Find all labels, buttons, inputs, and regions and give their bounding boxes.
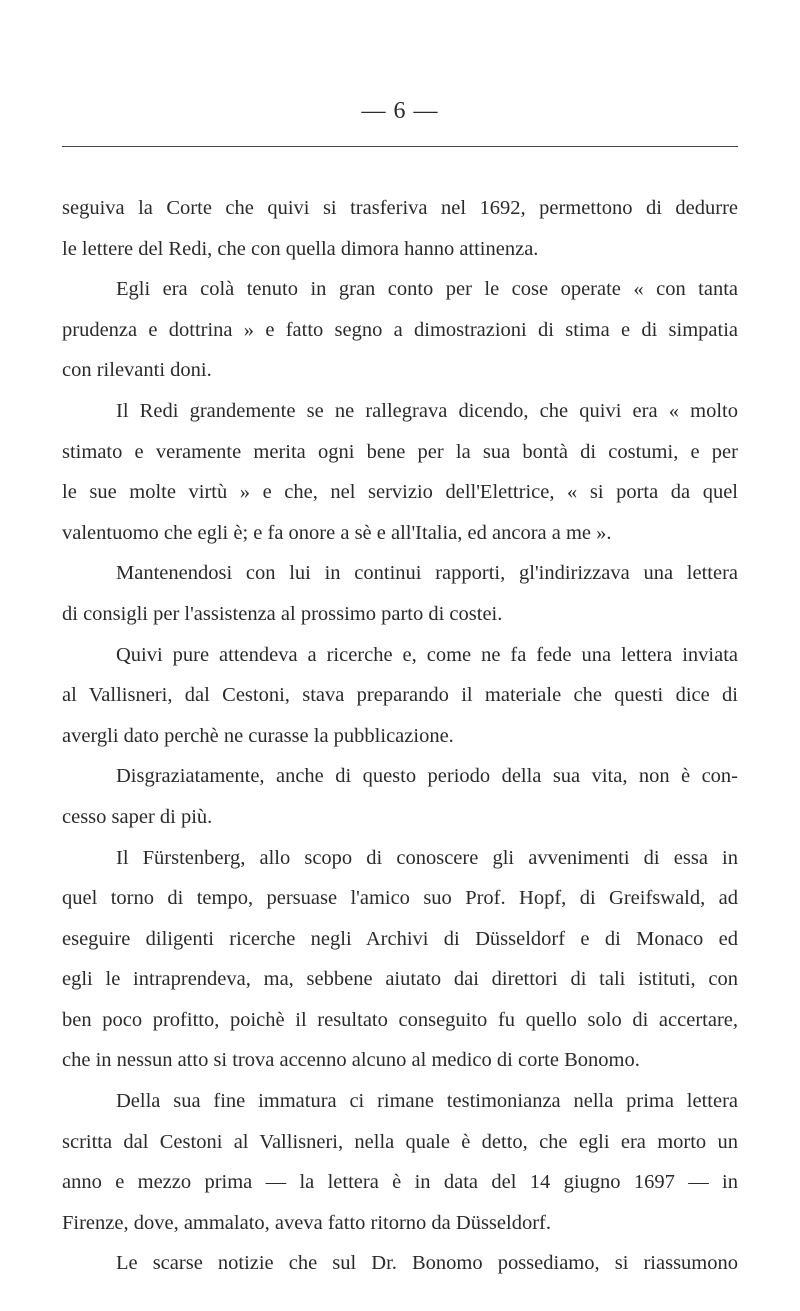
text-line: egli le intraprendeva, ma, sebbene aiutato dai direttori di tali istituti, con [62,968,738,991]
text-line: prudenza e dottrina » e fatto segno a dimostrazioni di stima e di simpatia [62,318,738,341]
header-rule [62,146,738,147]
text-line: avergli dato perchè ne curasse la pubblicazione. [62,724,454,747]
text-line: ben poco profitto, poichè il resultato conseguito fu quello solo di accertare, [62,1008,738,1031]
text-line: Le scarse notizie che sul Dr. Bonomo possediamo, si riassumono [116,1252,738,1275]
text-line: Disgraziatamente, anche di questo periodo della sua vita, non è con- [116,765,738,788]
text-line: le lettere del Redi, che con quella dimora hanno attinenza. [62,237,539,260]
page-number: — 6 — [361,98,439,124]
text-line: Mantenendosi con lui in continui rapporti, gl'indirizzava una lettera [116,562,738,585]
text-line: stimato e veramente merita ogni bene per la sua bontà di costumi, e per [62,440,738,463]
text-line: le sue molte virtù » e che, nel servizio dell'Elettrice, « si porta da quel [62,481,738,504]
text-line: eseguire diligenti ricerche negli Archivi di Düsseldorf e di Monaco ed [62,927,738,950]
text-line: di consigli per l'assistenza al prossimo parto di costei. [62,602,503,625]
text-line: Egli era colà tenuto in gran conto per le cose operate « con tanta [116,278,738,301]
text-line: scritta dal Cestoni al Vallisneri, nella quale è detto, che egli era morto un [62,1130,738,1153]
text-line: con rilevanti doni. [62,359,212,382]
text-line: Il Fürstenberg, allo scopo di conoscere gli avvenimenti di essa in [116,846,738,869]
text-line: Il Redi grandemente se ne rallegrava dicendo, che quivi era « molto [116,399,738,422]
text-line: al Vallisneri, dal Cestoni, stava preparando il materiale che questi dice di [62,684,738,707]
text-line: cesso saper di più. [62,805,213,828]
text-line: seguiva la Corte che quivi si trasferiva nel 1692, permettono di dedurre [62,197,738,219]
text-line: anno e mezzo prima — la lettera è in data del 14 giugno 1697 — in [62,1171,738,1194]
text-line: quel torno di tempo, persuase l'amico suo Prof. Hopf, di Greifswald, ad [62,887,738,910]
text-line: che in nessun atto si trova accenno alcuno al medico di corte Bonomo. [62,1049,640,1072]
text-line: valentuomo che egli è; e fa onore a sè e all'Italia, ed ancora a me ». [62,521,612,544]
text-line: Della sua fine immatura ci rimane testimonianza nella prima lettera [116,1090,738,1113]
text-line: Quivi pure attendeva a ricerche e, come ne fa fede una lettera inviata [116,643,738,666]
text-line: Firenze, dove, ammalato, aveva fatto ritorno da Düsseldorf. [62,1211,551,1234]
body-text [62,188,738,1284]
